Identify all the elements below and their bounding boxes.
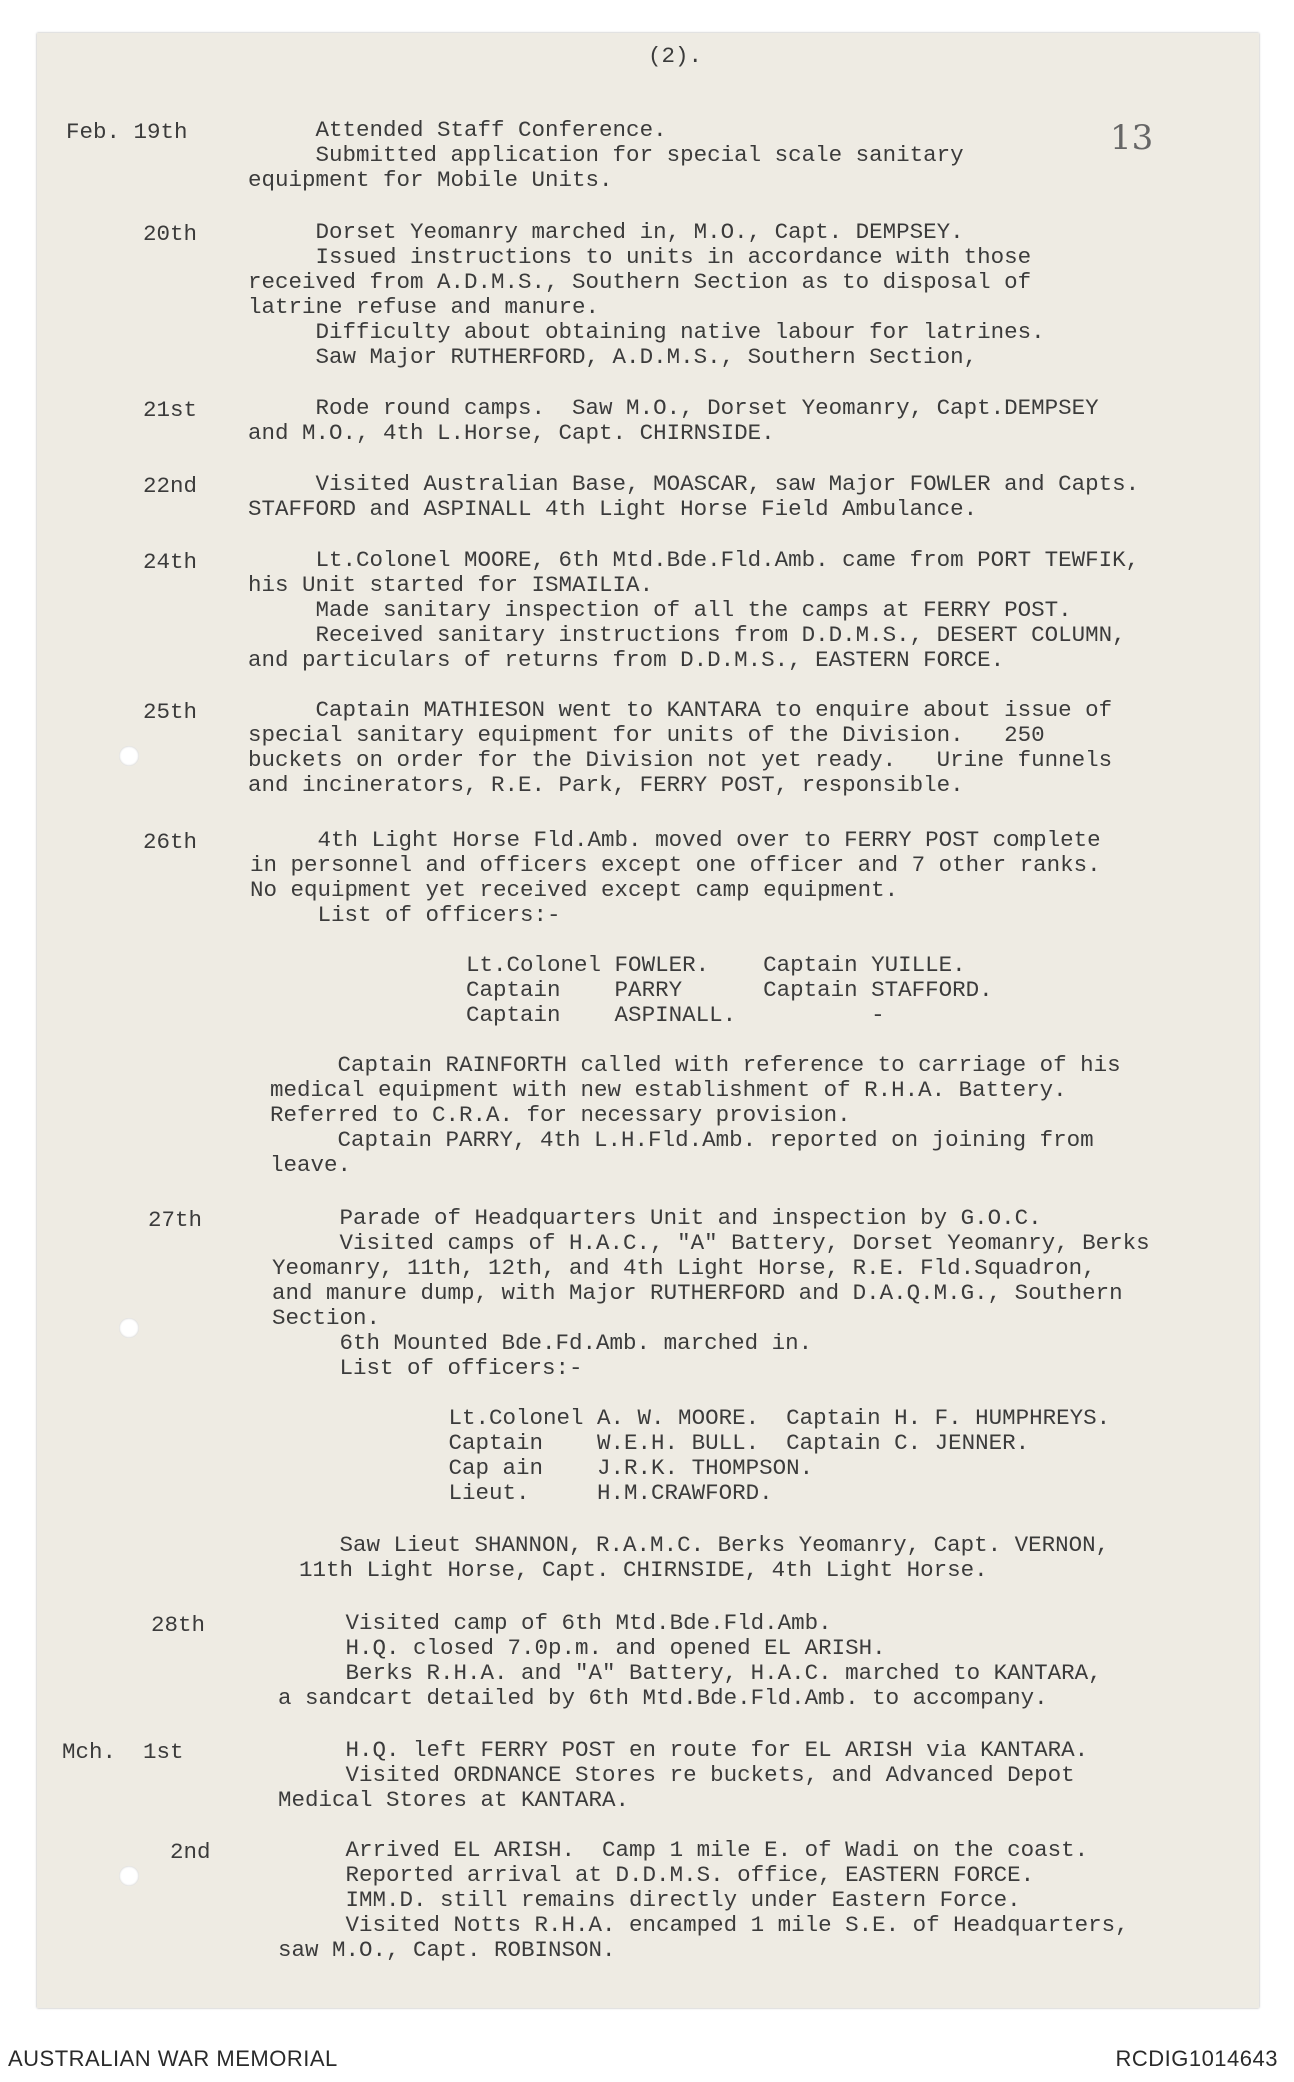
entry-date: 27th [148,1207,203,1233]
punch-hole-bottom [119,1866,139,1886]
officer-list-row: Captain PARRY Captain STAFFORD. [250,977,993,1003]
entry-line: Attended Staff Conference. [248,117,667,143]
entry-line: Issued instructions to units in accordance with those [248,244,1032,270]
entry-line: List of officers:- [250,902,561,928]
entry-line: Captain MATHIESON went to KANTARA to enquire about issue of [248,697,1113,723]
punch-hole-top [119,746,139,766]
entry-line: Parade of Headquarters Unit and inspection by G.O.C. [272,1205,1042,1231]
entry-line: Captain RAINFORTH called with reference to carriage of his [270,1052,1121,1078]
footer-record-id: RCDIG1014643 [1115,2046,1278,2071]
officer-list-row: Lieut. H.M.CRAWFORD. [300,1480,773,1506]
entry-line: Medical Stores at KANTARA. [278,1787,630,1813]
entry-line: IMM.D. still remains directly under Eastern Force. [278,1887,1021,1913]
entry-line: Visited Notts R.H.A. encamped 1 mile S.E. of Headquarters, [278,1912,1129,1938]
entry-line: Visited ORDNANCE Stores re buckets, and Advanced Depot [278,1762,1075,1788]
entry-line: Received sanitary instructions from D.D.M.S., DESERT COLUMN, [248,622,1126,648]
entry-line: Berks R.H.A. and "A" Battery, H.A.C. marched to KANTARA, [278,1660,1102,1686]
entry-line: Visited camps of H.A.C., "A" Battery, Dorset Yeomanry, Berks [272,1230,1150,1256]
entry-line: Difficulty about obtaining native labour for latrines. [248,319,1045,345]
entry-date: 21st [143,397,198,423]
entry-line: STAFFORD and ASPINALL 4th Light Horse Field Ambulance. [248,496,978,522]
entry-line: and particulars of returns from D.D.M.S., EASTERN FORCE. [248,647,1005,673]
entry-line: received from A.D.M.S., Southern Section as to disposal of [248,269,1032,295]
officer-list-row: Lt.Colonel FOWLER. Captain YUILLE. [250,952,966,978]
entry-line: equipment for Mobile Units. [248,167,613,193]
entry-date: Feb. 19th [66,119,188,145]
entry-line: Yeomanry, 11th, 12th, and 4th Light Horse, R.E. Fld.Squadron, [272,1255,1096,1281]
entry-line: medical equipment with new establishment of R.H.A. Battery. [270,1077,1067,1103]
entry-line: and M.O., 4th L.Horse, Capt. CHIRNSIDE. [248,420,775,446]
entry-line: special sanitary equipment for units of the Division. 250 [248,722,1045,748]
entry-date: 26th [143,829,198,855]
entry-line: Captain PARRY, 4th L.H.Fld.Amb. reported on joining from [270,1127,1094,1153]
entry-line: buckets on order for the Division not yet ready. Urine funnels [248,747,1113,773]
entry-line: leave. [270,1152,352,1178]
entry-line: Section. [272,1305,381,1331]
entry-line: Made sanitary inspection of all the camps at FERRY POST. [248,597,1072,623]
entry-line: Reported arrival at D.D.M.S. office, EASTERN FORCE. [278,1862,1035,1888]
entry-line: Saw Lieut SHANNON, R.A.M.C. Berks Yeomanry, Capt. VERNON, [272,1532,1110,1558]
punch-hole-middle [119,1318,139,1338]
entry-date: 25th [143,699,198,725]
entry-line: Lt.Colonel MOORE, 6th Mtd.Bde.Fld.Amb. came from PORT TEWFIK, [248,547,1140,573]
entry-line: No equipment yet received except camp equipment. [250,877,899,903]
entry-line: List of officers:- [272,1355,583,1381]
page-number: (2). [648,43,703,69]
entry-line: saw M.O., Capt. ROBINSON. [278,1937,616,1963]
entry-line: a sandcart detailed by 6th Mtd.Bde.Fld.Amb. to accompany. [278,1685,1048,1711]
pencil-mark: 13 [1110,118,1154,158]
officer-list-row: Captain W.E.H. BULL. Captain C. JENNER. [300,1430,1030,1456]
entry-line: 6th Mounted Bde.Fd.Amb. marched in. [272,1330,813,1356]
entry-line: and incinerators, R.E. Park, FERRY POST, responsible. [248,772,964,798]
entry-line: his Unit started for ISMAILIA. [248,572,654,598]
entry-line: Submitted application for special scale sanitary [248,142,964,168]
entry-line: Arrived EL ARISH. Camp 1 mile E. of Wadi on the coast. [278,1837,1089,1863]
entry-date: 28th [151,1612,206,1638]
entry-line: Visited Australian Base, MOASCAR, saw Major FOWLER and Capts. [248,471,1140,497]
entry-line: Referred to C.R.A. for necessary provision. [270,1102,851,1128]
entry-line: H.Q. closed 7.0p.m. and opened EL ARISH. [278,1635,886,1661]
entry-date: 24th [143,549,198,575]
entry-line: Saw Major RUTHERFORD, A.D.M.S., Southern Section, [248,344,978,370]
entry-line: Visited camp of 6th Mtd.Bde.Fld.Amb. [278,1610,832,1636]
footer-archive-name: AUSTRALIAN WAR MEMORIAL [8,2046,338,2071]
entry-line: 4th Light Horse Fld.Amb. moved over to FERRY POST complete [250,827,1101,853]
entry-line: and manure dump, with Major RUTHERFORD and D.A.Q.M.G., Southern [272,1280,1123,1306]
entry-date: 20th [143,221,198,247]
entry-line: Dorset Yeomanry marched in, M.O., Capt. DEMPSEY. [248,219,964,245]
officer-list-row: Lt.Colonel A. W. MOORE. Captain H. F. HUMPHREYS. [300,1405,1111,1431]
entry-date: Mch. 1st [62,1739,184,1765]
entry-line: H.Q. left FERRY POST en route for EL ARISH via KANTARA. [278,1737,1089,1763]
officer-list-row: Captain ASPINALL. - [250,1002,885,1028]
entry-line: latrine refuse and manure. [248,294,600,320]
officer-list-row: Cap ain J.R.K. THOMPSON. [300,1455,814,1481]
entry-line: in personnel and officers except one officer and 7 other ranks. [250,852,1101,878]
entry-date: 22nd [143,473,198,499]
entry-line: Rode round camps. Saw M.O., Dorset Yeomanry, Capt.DEMPSEY [248,395,1099,421]
entry-date: 2nd [170,1839,211,1865]
entry-line: 11th Light Horse, Capt. CHIRNSIDE, 4th Light Horse. [272,1557,988,1583]
